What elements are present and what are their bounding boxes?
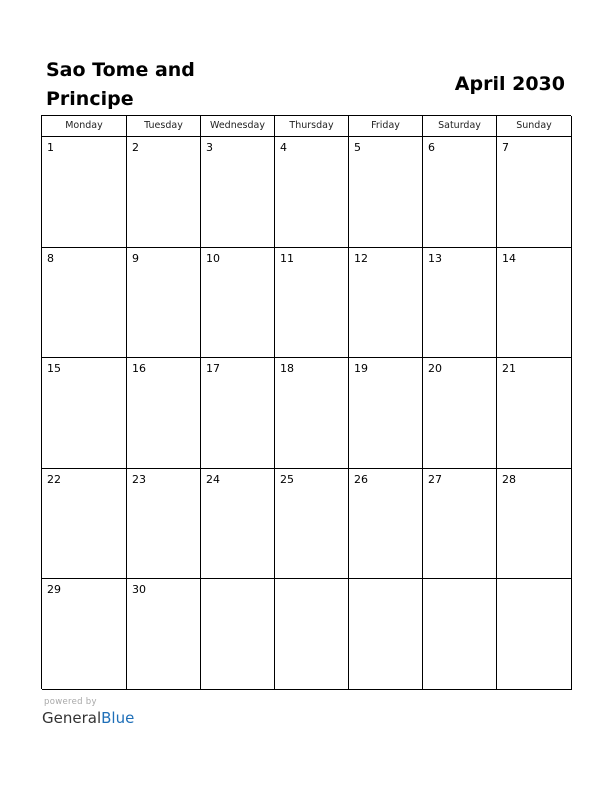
day-cell	[127, 248, 201, 359]
day-cell	[423, 579, 497, 690]
day-number: 13	[428, 251, 442, 265]
day-cell	[42, 137, 127, 248]
day-number: 3	[206, 141, 213, 154]
day-cell	[275, 358, 349, 469]
weekday-header-tuesday: Tuesday	[127, 116, 201, 137]
day-cell	[275, 579, 349, 690]
day-number: 4	[280, 141, 287, 154]
day-number: 11	[280, 251, 294, 265]
day-cell	[42, 469, 127, 580]
day-number: 16	[132, 362, 146, 376]
country-name-line1: Sao Tome and	[46, 59, 195, 81]
weekday-header-wednesday: Wednesday	[201, 116, 275, 137]
day-number: 26	[354, 472, 368, 486]
day-number: 29	[47, 583, 61, 597]
day-cell	[497, 137, 572, 248]
day-number: 12	[354, 251, 368, 265]
day-cell	[201, 137, 275, 248]
day-number: 6	[428, 141, 435, 154]
day-cell	[349, 579, 423, 690]
day-cell	[127, 469, 201, 580]
day-number: 1	[47, 141, 54, 154]
brand-blue-text: Blue	[101, 709, 135, 727]
weekday-header-saturday: Saturday	[423, 116, 497, 137]
weekday-header-thursday: Thursday	[275, 116, 349, 137]
weekday-header-friday: Friday	[349, 116, 423, 137]
day-cell	[423, 137, 497, 248]
month-year-title: April 2030	[454, 73, 565, 95]
day-number: 28	[502, 472, 516, 486]
day-cell	[42, 579, 127, 690]
day-number: 14	[502, 251, 516, 265]
day-number: 18	[280, 362, 294, 376]
day-number: 9	[132, 251, 139, 265]
day-number: 5	[354, 141, 361, 154]
day-cell	[42, 358, 127, 469]
day-number: 17	[206, 362, 220, 376]
day-cell	[201, 579, 275, 690]
day-number: 21	[502, 362, 516, 376]
day-number: 24	[206, 472, 220, 486]
day-cell	[201, 358, 275, 469]
day-cell	[423, 358, 497, 469]
day-number: 7	[502, 141, 509, 154]
weekday-header-sunday: Sunday	[497, 116, 572, 137]
day-number: 15	[47, 362, 61, 376]
day-number: 27	[428, 472, 442, 486]
day-number: 23	[132, 472, 146, 486]
day-cell	[349, 248, 423, 359]
day-cell	[201, 248, 275, 359]
day-number: 30	[132, 583, 146, 597]
calendar-grid	[41, 115, 571, 689]
day-cell	[127, 137, 201, 248]
day-cell	[497, 358, 572, 469]
day-number: 25	[280, 472, 294, 486]
day-number: 22	[47, 472, 61, 486]
day-cell	[275, 469, 349, 580]
page-title	[46, 56, 266, 114]
day-number: 20	[428, 362, 442, 376]
day-cell	[127, 358, 201, 469]
day-cell	[42, 248, 127, 359]
day-cell	[349, 137, 423, 248]
day-number: 10	[206, 251, 220, 265]
day-cell	[201, 469, 275, 580]
day-number: 19	[354, 362, 368, 376]
day-cell	[349, 469, 423, 580]
day-cell	[423, 469, 497, 580]
day-cell	[275, 248, 349, 359]
country-name-line2: Principe	[46, 88, 134, 110]
day-number: 8	[47, 251, 54, 265]
day-cell	[423, 248, 497, 359]
brand-general-text: General	[42, 709, 102, 727]
day-cell	[497, 248, 572, 359]
generalblue-logo	[42, 708, 134, 728]
day-cell	[497, 469, 572, 580]
powered-by-label: powered by	[44, 697, 97, 707]
day-number: 2	[132, 141, 139, 154]
day-cell	[497, 579, 572, 690]
day-cell	[275, 137, 349, 248]
weekday-header-monday: Monday	[42, 116, 127, 137]
day-cell	[127, 579, 201, 690]
day-cell	[349, 358, 423, 469]
